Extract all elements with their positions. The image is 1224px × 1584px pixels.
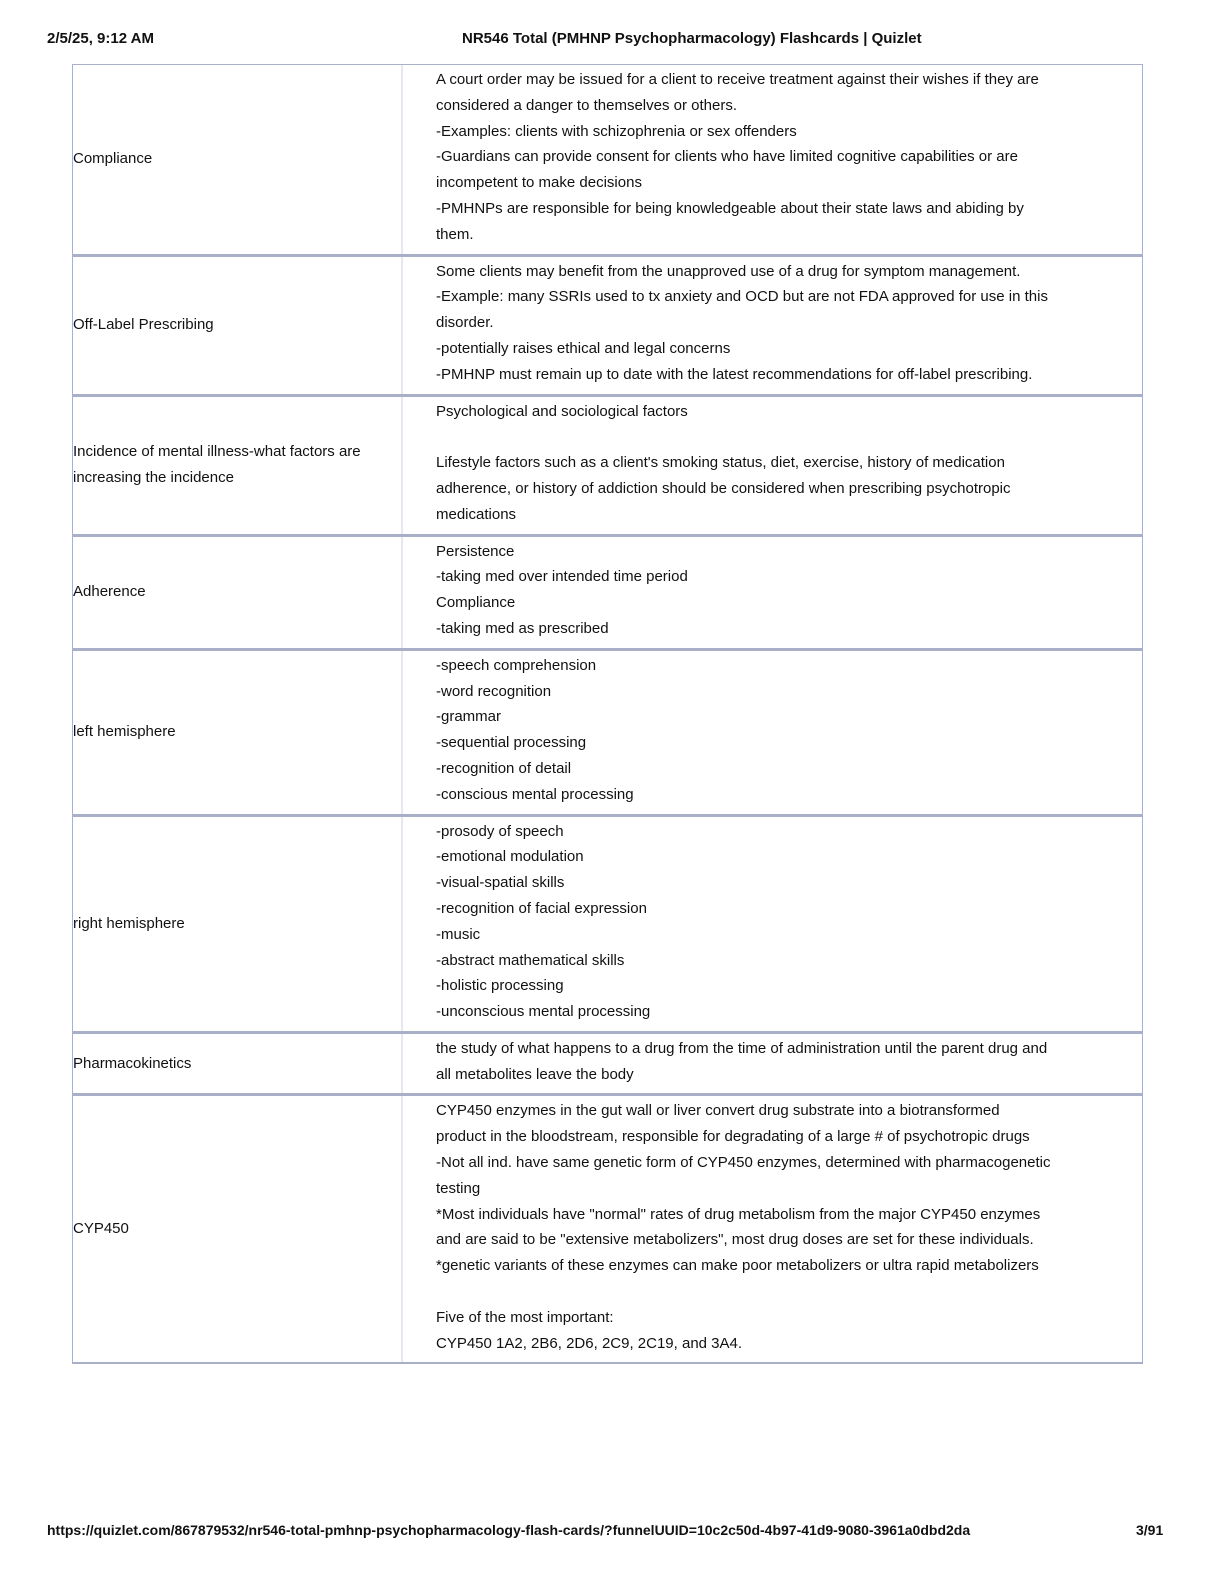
card-definition: the study of what happens to a drug from the time of administration until the parent drug and all metabolites leave the body: [436, 1039, 1048, 1083]
card-term: CYP450: [73, 1096, 403, 1362]
flashcard-list: [72, 64, 1143, 1364]
flashcard: [72, 536, 1143, 650]
card-definition: -speech comprehension -word recognition -grammar -sequential processing -recognition of detail -conscious mental processing: [436, 656, 634, 803]
flashcard: [72, 1033, 1143, 1096]
print-datetime: 2/5/25, 9:12 AM: [47, 30, 154, 47]
flashcard: [72, 64, 1143, 256]
flashcard: [72, 816, 1143, 1033]
card-definition: Persistence -taking med over intended time period Compliance -taking med as prescribed: [436, 542, 688, 637]
card-definition: -prosody of speech -emotional modulation -visual-spatial skills -recognition of facial expression -music -abstract mathematical skills -holistic processing -unconscious mental processing: [436, 822, 651, 1021]
page-url: https://quizlet.com/867879532/nr546-total-pmhnp-psychopharmacology-flash-cards/?funnelUUID=10c2c50d-4b97-41d9-9080-3961a0dbd2da: [47, 1522, 971, 1538]
flashcard: [72, 256, 1143, 396]
card-definition: A court order may be issued for a client to receive treatment against their wishes if they are considered a danger to themselves or others. -Examples: clients with schizophrenia or sex offenders -Guardians can provide consent for clients who have limited cognitive capabilities or are incompetent to make decisions -PMHNPs are responsible for being knowledgeable about their state laws and abiding by them.: [436, 71, 1039, 243]
card-term: Compliance: [73, 65, 403, 254]
card-definition: Some clients may benefit from the unapproved use of a drug for symptom management. -Example: many SSRIs used to tx anxiety and OCD but are not FDA approved for use in this disorder. -potentially raises ethical and legal concerns -PMHNP must remain up to date with the latest recommendations for off-label prescribing.: [436, 262, 1048, 383]
page-number: 3/91: [1136, 1522, 1164, 1538]
page-title: NR546 Total (PMHNP Psychopharmacology) Flashcards | Quizlet: [462, 30, 922, 47]
flashcard: [72, 650, 1143, 816]
card-term: left hemisphere: [73, 651, 403, 814]
card-term: Pharmacokinetics: [73, 1034, 403, 1094]
card-term: right hemisphere: [73, 817, 403, 1031]
card-term: Off-Label Prescribing: [73, 257, 403, 394]
card-definition: CYP450 enzymes in the gut wall or liver convert drug substrate into a biotransformed product in the bloodstream, responsible for degradating of a large # of psychotropic drugs -Not all ind. have same genetic form of CYP450 enzymes, determined with pharmacogenetic testing *Most individuals have "normal" rates of drug metabolism from the major CYP450 enzymes and are said to be "extensive metabolizers", most drug doses are set for these individuals. *genetic variants of these enzymes can make poor metabolizers or ultra rapid metabolizers Five of the most important: CYP450 1A2, 2B6, 2D6, 2C9, 2C19, and 3A4.: [436, 1102, 1051, 1352]
flashcard: [72, 1095, 1143, 1364]
card-term: Adherence: [73, 537, 403, 648]
card-definition: Psychological and sociological factors Lifestyle factors such as a client's smoking status, diet, exercise, history of medication adherence, or history of addiction should be considered when prescribing psychotropic medications: [436, 402, 1011, 523]
card-term: Incidence of mental illness-what factors are increasing the incidence: [73, 397, 403, 534]
flashcard: [72, 396, 1143, 536]
